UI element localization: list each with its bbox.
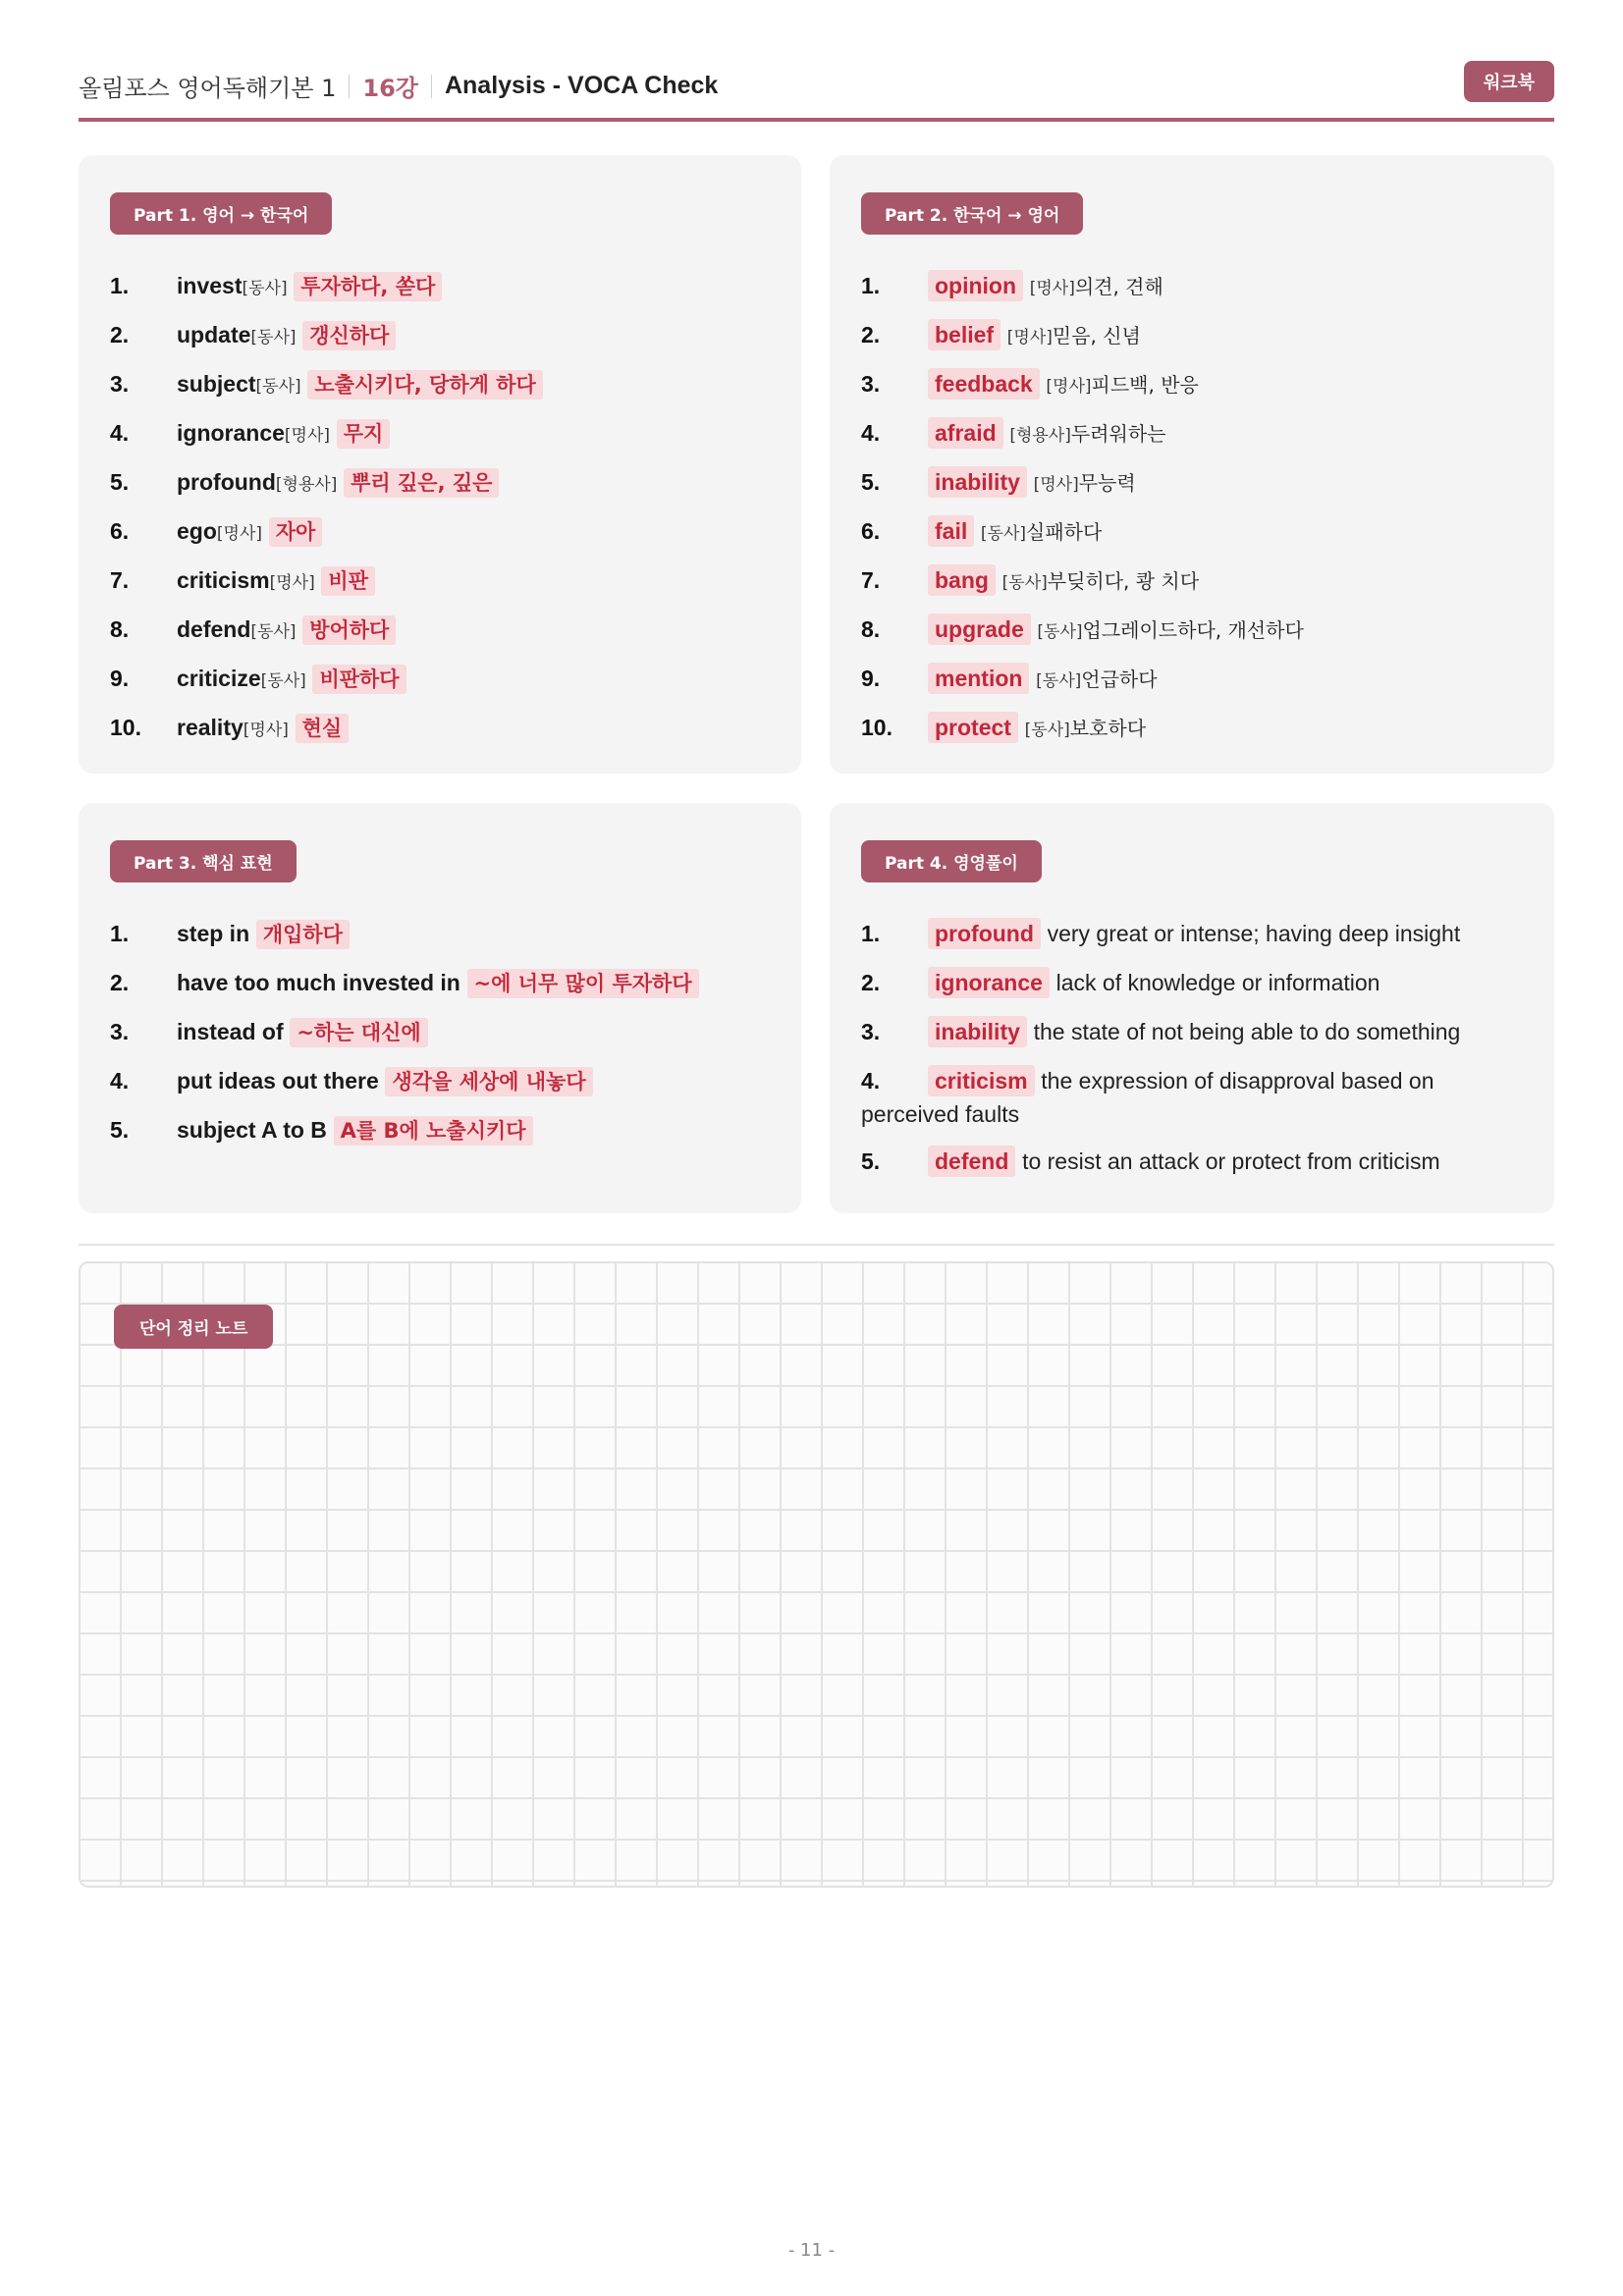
header-line	[79, 69, 718, 103]
item-number: 2.	[861, 970, 881, 995]
vocab-word: profound	[177, 469, 276, 495]
list-item	[110, 703, 782, 752]
item-number: 7.	[110, 567, 130, 593]
item-number: 9.	[110, 666, 130, 691]
part-of-speech: [명사]	[1046, 377, 1092, 397]
section-divider	[79, 1244, 1554, 1246]
part-of-speech: [동사]	[980, 524, 1027, 544]
key-phrase: step in	[177, 921, 250, 946]
part-of-speech: [명사]	[1006, 328, 1053, 347]
item-number: 1.	[110, 921, 130, 946]
list-item	[110, 1105, 782, 1154]
answer-highlight: upgrade	[928, 614, 1031, 645]
korean-meaning: 언급하다	[1081, 667, 1158, 691]
vocab-word: criticize	[177, 666, 261, 691]
header-divider	[349, 75, 350, 98]
answer-highlight: bang	[928, 564, 996, 596]
item-number: 1.	[861, 921, 881, 946]
item-number: 2.	[110, 970, 130, 995]
item-number: 2.	[110, 322, 130, 347]
vocab-word: criticism	[177, 567, 270, 593]
part-of-speech: [동사]	[1037, 622, 1083, 642]
item-number: 9.	[861, 666, 881, 691]
part-of-speech: [동사]	[260, 671, 306, 691]
part3-panel	[79, 803, 801, 1213]
part1-tag: Part 1. 영어 → 한국어	[110, 192, 332, 235]
korean-meaning: 의견, 견해	[1074, 275, 1163, 298]
item-number: 3.	[110, 371, 130, 397]
answer-highlight: 개입하다	[256, 920, 350, 949]
item-number: 4.	[110, 420, 130, 446]
answer-highlight: 갱신하다	[302, 321, 396, 350]
vocab-word: ego	[177, 518, 217, 544]
list-item	[110, 1007, 782, 1056]
item-number: 4.	[110, 1068, 130, 1094]
answer-highlight: feedback	[928, 368, 1040, 400]
item-number: 5.	[861, 469, 881, 495]
answer-highlight: inability	[928, 466, 1027, 498]
part1-panel	[79, 155, 801, 774]
english-definition-continued: perceived faults	[861, 1101, 1020, 1127]
item-number: 5.	[110, 1117, 130, 1143]
list-item	[861, 507, 1535, 556]
item-number: 1.	[861, 273, 881, 298]
workbook-badge: 워크북	[1464, 61, 1554, 102]
list-item	[110, 1056, 782, 1105]
part4-tag: Part 4. 영영풀이	[861, 840, 1042, 882]
korean-meaning: 업그레이드하다, 개선하다	[1082, 618, 1304, 642]
list-item	[861, 909, 1535, 958]
item-number: 8.	[110, 616, 130, 642]
part4-list	[861, 909, 1535, 1186]
part-of-speech: [명사]	[243, 721, 289, 740]
list-item	[110, 654, 782, 703]
list-item	[861, 261, 1535, 310]
list-item	[110, 408, 782, 457]
list-item	[861, 408, 1535, 457]
list-item	[861, 457, 1535, 507]
part3-tag: Part 3. 핵심 표현	[110, 840, 297, 882]
english-definition: the state of not being able to do something	[1033, 1019, 1461, 1044]
item-number: 3.	[110, 1019, 130, 1044]
part-of-speech: [동사]	[1001, 573, 1048, 593]
part2-list	[861, 261, 1535, 752]
part-of-speech: [동사]	[242, 279, 288, 298]
item-number: 7.	[861, 567, 881, 593]
list-item	[110, 457, 782, 507]
part-of-speech: [동사]	[255, 377, 301, 397]
answer-highlight: 자아	[269, 517, 323, 547]
part-of-speech: [형용사]	[1009, 426, 1071, 446]
list-item	[110, 958, 782, 1007]
item-number: 4.	[861, 1068, 881, 1094]
part-of-speech: [명사]	[1033, 475, 1079, 495]
answer-highlight: 방어하다	[302, 615, 396, 645]
answer-highlight: 투자하다, 쏟다	[294, 272, 442, 301]
list-item	[110, 359, 782, 408]
answer-highlight: 뿌리 깊은, 깊은	[344, 468, 499, 498]
answer-highlight: defend	[928, 1146, 1015, 1177]
korean-meaning: 무능력	[1078, 471, 1136, 495]
answer-highlight: 비판	[321, 566, 375, 596]
part-of-speech: [동사]	[250, 622, 297, 642]
list-item	[861, 1137, 1535, 1186]
vocab-word: defend	[177, 616, 251, 642]
korean-meaning: 두려워하는	[1070, 422, 1166, 446]
key-phrase: instead of	[177, 1019, 284, 1044]
item-number: 3.	[861, 371, 881, 397]
vocab-word: ignorance	[177, 420, 285, 446]
list-item	[861, 359, 1535, 408]
english-definition: lack of knowledge or information	[1055, 970, 1380, 995]
item-number: 10.	[861, 715, 893, 740]
answer-highlight: profound	[928, 918, 1041, 949]
list-item	[861, 1056, 1535, 1137]
key-phrase: have too much invested in	[177, 970, 460, 995]
page-header	[79, 61, 1554, 122]
lesson-number: 16강	[362, 75, 418, 102]
part2-tag: Part 2. 한국어 → 영어	[861, 192, 1083, 235]
list-item	[861, 958, 1535, 1007]
list-item	[861, 605, 1535, 654]
part-of-speech: [동사]	[1024, 721, 1070, 740]
notes-tag: 단어 정리 노트	[114, 1305, 273, 1349]
english-definition: very great or intense; having deep insight	[1047, 921, 1461, 946]
answer-highlight: ~에 너무 많이 투자하다	[467, 969, 699, 998]
part-of-speech: [동사]	[1036, 671, 1082, 691]
answer-highlight: 생각을 세상에 내놓다	[385, 1067, 592, 1096]
item-number: 8.	[861, 616, 881, 642]
answer-highlight: protect	[928, 712, 1018, 743]
answer-highlight: 무지	[337, 419, 391, 449]
korean-meaning: 실패하다	[1026, 520, 1103, 544]
item-number: 6.	[110, 518, 130, 544]
key-phrase: put ideas out there	[177, 1068, 379, 1094]
part3-list	[110, 909, 782, 1154]
part-of-speech: [동사]	[250, 328, 297, 347]
part-of-speech: [명사]	[284, 426, 331, 446]
vocab-word: subject	[177, 371, 256, 397]
answer-highlight: ignorance	[928, 967, 1050, 998]
list-item	[861, 310, 1535, 359]
page-title: Analysis - VOCA Check	[444, 72, 719, 99]
korean-meaning: 믿음, 신념	[1052, 324, 1141, 347]
answer-highlight: criticism	[928, 1065, 1035, 1096]
answer-highlight: inability	[928, 1016, 1027, 1047]
vocab-word: update	[177, 322, 251, 347]
answer-highlight: opinion	[928, 270, 1023, 301]
answer-highlight: belief	[928, 319, 1001, 350]
answer-highlight: 비판하다	[312, 665, 406, 694]
part-of-speech: [명사]	[216, 524, 262, 544]
vocab-word: reality	[177, 715, 243, 740]
item-number: 10.	[110, 715, 141, 740]
part4-panel	[830, 803, 1554, 1213]
part1-list	[110, 261, 782, 752]
answer-highlight: ~하는 대신에	[290, 1018, 427, 1047]
list-item	[861, 654, 1535, 703]
item-number: 3.	[861, 1019, 881, 1044]
part-of-speech: [명사]	[269, 573, 315, 593]
list-item	[861, 1007, 1535, 1056]
page-number: - 11 -	[787, 2240, 836, 2261]
answer-highlight: mention	[928, 663, 1029, 694]
list-item	[110, 507, 782, 556]
part-of-speech: [형용사]	[275, 475, 338, 495]
list-item	[110, 261, 782, 310]
item-number: 2.	[861, 322, 881, 347]
part2-panel	[830, 155, 1554, 774]
part-of-speech: [명사]	[1029, 279, 1075, 298]
vocab-notes-grid	[79, 1261, 1554, 1888]
english-definition: the expression of disapproval based on	[1041, 1068, 1434, 1094]
list-item	[861, 556, 1535, 605]
korean-meaning: 부딪히다, 쾅 치다	[1047, 569, 1200, 593]
list-item	[110, 605, 782, 654]
vocab-word: invest	[177, 273, 243, 298]
list-item	[110, 310, 782, 359]
korean-meaning: 보호하다	[1069, 717, 1147, 740]
answer-highlight: afraid	[928, 417, 1003, 449]
item-number: 5.	[110, 469, 130, 495]
item-number: 4.	[861, 420, 881, 446]
list-item	[110, 909, 782, 958]
item-number: 1.	[110, 273, 130, 298]
english-definition: to resist an attack or protect from criticism	[1022, 1148, 1440, 1174]
key-phrase: subject A to B	[177, 1117, 327, 1143]
item-number: 6.	[861, 518, 881, 544]
series-title: 올림포스 영어독해기본 1	[79, 75, 337, 102]
item-number: 5.	[861, 1148, 881, 1174]
answer-highlight: 현실	[296, 714, 350, 743]
list-item	[110, 556, 782, 605]
answer-highlight: 노출시키다, 당하게 하다	[307, 370, 542, 400]
list-item	[861, 703, 1535, 752]
header-divider	[431, 75, 432, 98]
answer-highlight: A를 B에 노출시키다	[334, 1116, 533, 1146]
answer-highlight: fail	[928, 515, 974, 547]
korean-meaning: 피드백, 반응	[1091, 373, 1199, 397]
